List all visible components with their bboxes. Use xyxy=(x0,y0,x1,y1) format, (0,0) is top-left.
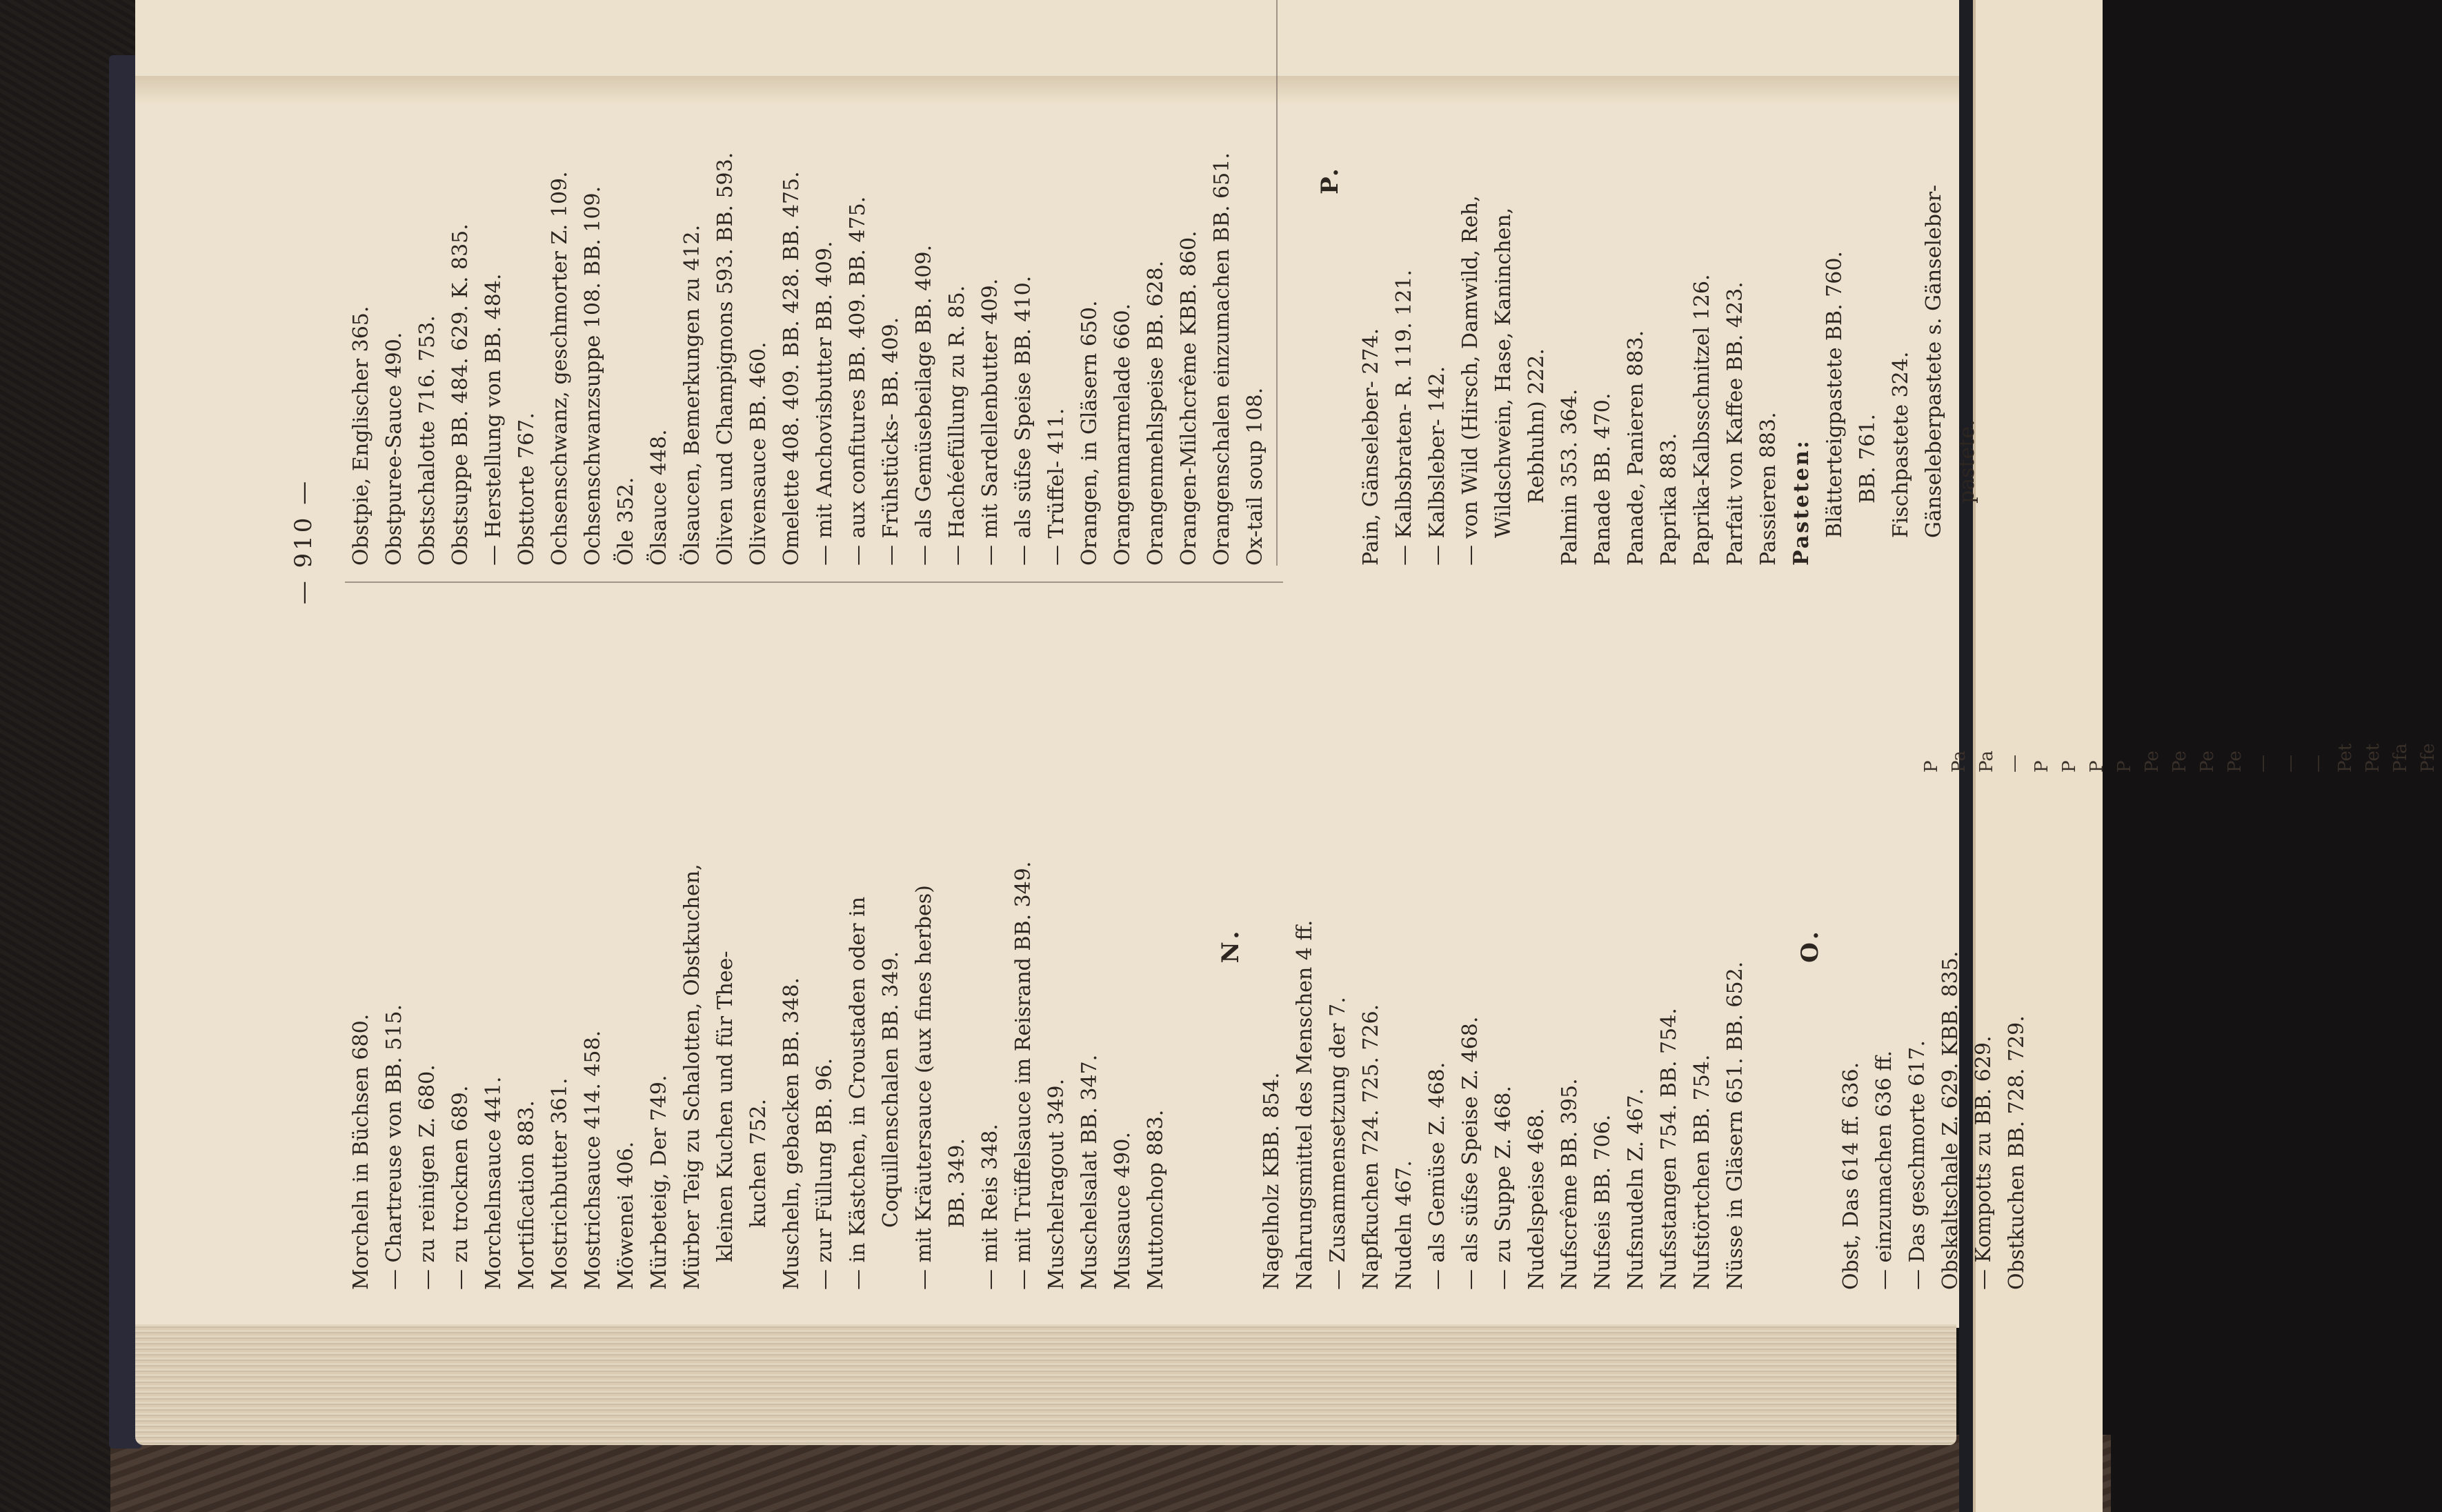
index-entry: — Kalbsbraten- R. 119. 121. xyxy=(1392,269,1416,566)
edge-fragment: — xyxy=(2004,755,2025,773)
index-entry: Passieren 883. xyxy=(1756,412,1780,566)
index-entry: Paprika-Kalbsschnitzel 126. xyxy=(1690,274,1714,566)
index-entry: — mit Kräutersauce (aux fines herbes) xyxy=(912,885,936,1290)
index-entry: Fischpastete 324. xyxy=(1889,351,1913,538)
index-entry: Nudeln 467. xyxy=(1392,1160,1416,1290)
index-entry: Ochsenschwanzsuppe 108. BB. 109. xyxy=(581,186,605,566)
index-entry: — mit Anchovisbutter BB. 409. xyxy=(813,241,837,566)
edge-fragment: Pe xyxy=(2225,750,2245,773)
index-entry: Obstpie, Englischer 365. xyxy=(349,306,373,566)
index-entry: BB. 761. xyxy=(1856,414,1880,504)
index-entry: Olivensauce BB. 460. xyxy=(746,341,771,566)
index-entry: Coquillenschalen BB. 349. xyxy=(879,951,903,1228)
index-entry: — als Gemüsebeilage BB. 409. xyxy=(912,244,936,566)
edge-fragment: — xyxy=(2307,755,2328,773)
edge-fragment: — xyxy=(2280,755,2301,773)
index-entry: Muscheln, gebacken BB. 348. xyxy=(780,977,804,1290)
index-entry: Mürbeteig, Der 749. xyxy=(647,1075,671,1290)
section-letter: O. xyxy=(1796,927,1824,963)
index-entry: Orangenschalen einzumachen BB. 651. xyxy=(1210,152,1234,566)
index-entry: — als Gemüse Z. 468. xyxy=(1425,1062,1449,1290)
index-entry: Pain, Gänseleber- 274. xyxy=(1359,328,1383,566)
index-entry: Obstpuree-Sauce 490. xyxy=(382,332,406,566)
index-entry: Möwenei 406. xyxy=(614,1141,638,1290)
index-entry: — mit Reis 348. xyxy=(978,1124,1002,1290)
index-entry: Ochsenschwanz, geschmorter Z. 109. xyxy=(548,171,572,566)
index-entry: Blätterteigpastete BB. 760. xyxy=(1823,251,1847,538)
edge-fragment: Pe xyxy=(2170,750,2190,773)
edge-fragment: Pfe xyxy=(2418,743,2439,773)
index-entry: Mostrichsauce 414. 458. xyxy=(581,1030,605,1290)
index-entry: — Chartreuse von BB. 515. xyxy=(382,1004,406,1290)
index-entry: Orangen-Milchcrême KBB. 860. xyxy=(1177,230,1201,566)
index-entry: — Herstellung von BB. 484. xyxy=(482,273,506,566)
index-entry: Obstsuppe BB. 484. 629. K. 835. xyxy=(448,223,473,566)
page-number: — 910 — xyxy=(290,478,317,605)
marbled-edge-band xyxy=(110,1435,2111,1512)
index-entry: Oliven und Champignons 593. BB. 593. xyxy=(713,152,737,566)
index-entry: Obskaltschale Z. 629. KBB. 835. xyxy=(1938,951,1963,1290)
index-entry: — Hachéefüllung zu R. 85. xyxy=(945,285,969,566)
index-entry: Mürber Teig zu Schalotten, Obstkuchen, xyxy=(680,864,704,1290)
index-entry: Panade, Panieren 883. xyxy=(1624,330,1648,566)
index-column-left xyxy=(345,600,2034,1290)
index-entry: — Kalbsleber- 142. xyxy=(1425,366,1449,566)
index-entry: — Frühstücks- BB. 409. xyxy=(879,317,903,566)
index-entry: — mit Sardellenbutter 409. xyxy=(978,278,1002,566)
index-entry: Morchelnsauce 441. xyxy=(482,1076,506,1290)
index-entry: Obstschalotte 716. 753. xyxy=(415,315,439,566)
index-entry: Paprika 883. xyxy=(1657,432,1681,566)
section-gap xyxy=(1752,600,1785,1290)
page-edges xyxy=(135,1324,1956,1445)
edge-fragment: Pa xyxy=(1976,750,1997,773)
index-entry: Orangenmarmelade 660. xyxy=(1111,303,1135,566)
edge-fragment: P xyxy=(1921,760,1942,773)
index-entry: Parfait von Kaffee BB. 423. xyxy=(1723,281,1747,566)
index-entry: Nufseis BB. 706. xyxy=(1591,1114,1615,1290)
index-entry: Muttonchop 883. xyxy=(1144,1109,1168,1290)
index-entry: — zu Suppe Z. 468. xyxy=(1491,1086,1516,1290)
index-entry: — Trüffel- 411. xyxy=(1044,408,1069,566)
index-entry: Palmin 353. 364. xyxy=(1558,388,1582,566)
index-entry: Nudelspeise 468. xyxy=(1525,1108,1549,1290)
column-divider xyxy=(345,581,1283,583)
rotated-page-content xyxy=(290,0,2029,1290)
index-entry: Mostrichbutter 361. xyxy=(548,1077,572,1290)
index-entry: Ölsauce 448. xyxy=(647,429,671,566)
index-entry: Mussauce 490. xyxy=(1111,1132,1135,1290)
edge-fragment: P xyxy=(2087,760,2107,773)
index-entry: Orangen, in Gläsern 650. xyxy=(1078,300,1102,566)
index-entry: Mortification 883. xyxy=(515,1100,539,1290)
edge-fragment: Pe xyxy=(2197,750,2218,773)
index-entry: Nahrungsmittel des Menschen 4 ff. xyxy=(1293,919,1317,1290)
index-entry: Orangenmehlspeise BB. 628. xyxy=(1144,260,1168,566)
index-entry: Muschelragout 349. xyxy=(1044,1078,1069,1290)
index-entry: Omelette 408. 409. BB. 428. BB. 475. xyxy=(780,171,804,566)
index-entry: Obst, Das 614 ff. 636. xyxy=(1839,1062,1863,1290)
index-entry: Muschelsalat BB. 347. xyxy=(1078,1054,1102,1290)
index-entry: kleinen Kuchen und für Thee- xyxy=(713,951,737,1262)
index-entry: Nufstörtchen BB. 754. xyxy=(1690,1054,1714,1290)
index-entry: Wildschwein, Hase, Kaninchen, xyxy=(1491,207,1516,538)
index-entry: Morcheln in Büchsen 680. xyxy=(349,1013,373,1290)
index-entry: Napfkuchen 724. 725. 726. xyxy=(1359,1004,1383,1290)
index-entry: — mit Trüffelsauce im Reisrand BB. 349. xyxy=(1011,861,1035,1290)
index-entry: Nagelholz KBB. 854. xyxy=(1260,1072,1284,1290)
index-entry: Obstkuchen BB. 728. 729. xyxy=(2005,1015,2029,1290)
index-heading: Pasteten: xyxy=(1789,439,1814,566)
index-entry: — zu reinigen Z. 680. xyxy=(415,1064,439,1290)
section-letter: P. xyxy=(1316,164,1344,195)
edge-fragment: P xyxy=(2059,760,2080,773)
index-entry: Nüsse in Gläsern 651. BB. 652. xyxy=(1723,961,1747,1290)
index-entry: Nufsnudeln Z. 467. xyxy=(1624,1088,1648,1290)
index-entry: — Das geschmorte 617. xyxy=(1905,1040,1929,1290)
index-entry: Ölsaucen, Bemerkungen zu 412. xyxy=(680,224,704,566)
index-entry: Nufsstangen 754. BB. 754. xyxy=(1657,1008,1681,1290)
index-entry: kuchen 752. xyxy=(746,1098,771,1228)
edge-fragment: Pet xyxy=(2363,743,2383,773)
index-entry: — als süfse Speise BB. 410. xyxy=(1011,275,1035,566)
edge-fragment: Pa xyxy=(1949,750,1969,773)
edge-fragment: P xyxy=(2114,760,2135,773)
index-entry: — in Kästchen, in Croustaden oder in xyxy=(846,896,870,1290)
index-entry: Rebhuhn) 222. xyxy=(1525,348,1549,504)
index-entry: — einzumachen 636 ff. xyxy=(1872,1051,1896,1290)
index-entry: — Kompotts zu BB. 629. xyxy=(1972,1035,1996,1290)
section-letter: N. xyxy=(1217,926,1244,964)
edge-fragment: Pet xyxy=(2335,743,2356,773)
index-entry: — Zusammensetzung der 7. xyxy=(1326,997,1350,1290)
index-entry: — als süfse Speise Z. 468. xyxy=(1458,1016,1482,1290)
index-entry: Gänseleberpastete s. Gänseleber- xyxy=(1922,184,1946,538)
index-entry: Nufscrême BB. 395. xyxy=(1558,1078,1582,1290)
edge-fragment: P xyxy=(2032,760,2052,773)
index-entry: BB. 349. xyxy=(945,1138,969,1228)
index-entry: — aux confitures BB. 409. BB. 475. xyxy=(846,196,870,566)
index-entry: — zu trocknen 689. xyxy=(448,1085,473,1290)
index-entry: pastete. xyxy=(1955,419,1979,504)
index-entry: Obsttorte 767. xyxy=(515,412,539,566)
index-entry: Öle 352. xyxy=(614,477,638,566)
index-entry: Ox-tail soup 108. xyxy=(1243,387,1267,566)
index-entry: — von Wild (Hirsch, Damwild, Reh, xyxy=(1458,195,1482,566)
edge-fragment: Pe xyxy=(2142,750,2163,773)
index-entry: Panade BB. 470. xyxy=(1591,392,1615,566)
section-gap xyxy=(1173,600,1206,1290)
edge-fragment: — xyxy=(2252,755,2273,773)
edge-fragment: Pfa xyxy=(2390,743,2411,773)
end-rule xyxy=(1276,0,1278,566)
index-column-right xyxy=(345,0,1984,566)
index-entry: — zur Füllung BB. 96. xyxy=(813,1057,837,1290)
